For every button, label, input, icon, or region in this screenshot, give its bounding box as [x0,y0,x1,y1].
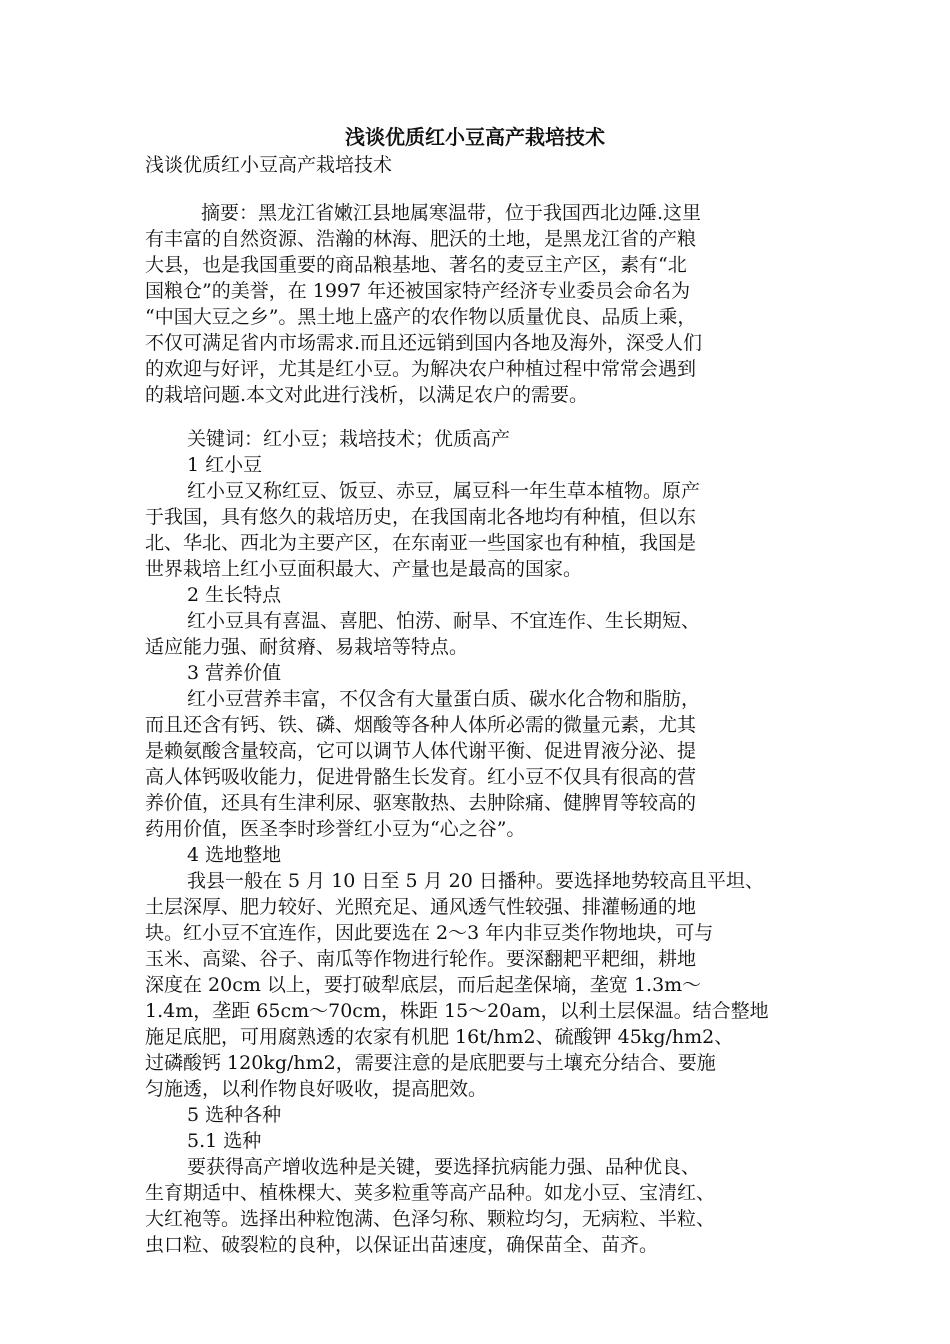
section-heading: 4 选地整地 [187,844,282,866]
document-title: 浅谈优质红小豆高产栽培技术 [345,125,605,149]
paragraph-line: 虫口粒、破裂粒的良种，以保证出苗速度，确保苗全、苗齐。 [145,1234,659,1256]
abstract-line: 有丰富的自然资源、浩瀚的林海、肥沃的土地，是黑龙江省的产粮 [145,228,697,250]
section-heading: 3 营养价值 [187,662,282,684]
abstract-line: 的栽培问题.本文对此进行浅析，以满足农户的需要。 [145,384,589,406]
paragraph-line: 匀施透，以利作物良好吸收，提高肥效。 [145,1078,488,1100]
abstract-line: 大县，也是我国重要的商品粮基地、著名的麦豆主产区，素有“北 [145,254,687,276]
section-heading: 5 选种各种 [187,1104,282,1126]
paragraph-line: 块。红小豆不宜连作，因此要选在 2～3 年内非豆类作物地块，可与 [145,922,714,944]
abstract-line: 的欢迎与好评，尤其是红小豆。为解决农户种植过程中常常会遇到 [145,358,697,380]
subsection-heading: 5.1 选种 [187,1130,262,1152]
abstract-line: 不仅可满足省内市场需求.而且还远销到国内各地及海外，深受人们 [145,332,703,354]
paragraph-line: 于我国，具有悠久的栽培历史，在我国南北各地均有种植，但以东 [145,506,697,528]
paragraph-line: 红小豆营养丰富，不仅含有大量蛋白质、碳水化合物和脂肪， [187,688,701,710]
paragraph-line: 世界栽培上红小豆面积最大、产量也是最高的国家。 [145,558,583,580]
section-heading: 2 生长特点 [187,584,282,606]
paragraph-line: 大红袍等。选择出种粒饱满、色泽匀称、颗粒均匀，无病粒、半粒、 [145,1208,716,1230]
paragraph-line: 而且还含有钙、铁、磷、烟酸等各种人体所必需的微量元素，尤其 [145,714,697,736]
paragraph-line: 药用价值，医圣李时珍誉红小豆为“心之谷”。 [145,818,526,840]
abstract-line: “中国大豆之乡”。黑土地上盛产的农作物以质量优良、品质上乘， [145,306,697,328]
paragraph-line: 土层深厚、肥力较好、光照充足、通风透气性较强、排灌畅通的地 [145,896,697,918]
section-heading: 1 红小豆 [187,454,263,476]
paragraph-line: 北、华北、西北为主要产区，在东南亚一些国家也有种植，我国是 [145,532,697,554]
abstract-line: 国粮仓”的美誉，在 1997 年还被国家特产经济专业委员会命名为 [145,280,691,302]
paragraph-line: 生育期适中、植株棵大、荚多粒重等高产品种。如龙小豆、宝清红、 [145,1182,716,1204]
paragraph-line: 要获得高产增收选种是关键，要选择抗病能力强、品种优良、 [187,1156,701,1178]
paragraph-line: 高人体钙吸收能力，促进骨骼生长发育。红小豆不仅具有很高的营 [145,766,697,788]
paragraph-line: 红小豆又称红豆、饭豆、赤豆，属豆科一年生草本植物。原产 [187,480,701,502]
paragraph-line: 1.4m，垄距 65cm～70cm，株距 15～20am，以利土层保温。结合整地 [145,1000,769,1022]
paragraph-line: 红小豆具有喜温、喜肥、怕涝、耐旱、不宜连作、生长期短、 [187,610,701,632]
subtitle-line: 浅谈优质红小豆高产栽培技术 [145,154,393,176]
paragraph-line: 玉米、高粱、谷子、南瓜等作物进行轮作。要深翻耙平耙细，耕地 [145,948,697,970]
paragraph-line: 我县一般在 5 月 10 日至 5 月 20 日播种。要选择地势较高且平坦、 [187,870,764,892]
paragraph-line: 适应能力强、耐贫瘠、易栽培等特点。 [145,636,469,658]
abstract-line: 摘要：黑龙江省嫩江县地属寒温带，位于我国西北边陲.这里 [201,202,702,224]
paragraph-line: 施足底肥，可用腐熟透的农家有机肥 16t/hm2、硫酸钾 45kg/hm2、 [145,1026,734,1048]
paragraph-line: 过磷酸钙 120kg/hm2，需要注意的是底肥要与土壤充分结合、要施 [145,1052,716,1074]
paragraph-line: 深度在 20cm 以上，要打破犁底层，而后起垄保墒，垄宽 1.3m～ [145,974,702,996]
paragraph-line: 是赖氨酸含量较高，它可以调节人体代谢平衡、促进胃液分泌、提 [145,740,697,762]
keywords-line: 关键词：红小豆；栽培技术；优质高产 [187,428,511,450]
paragraph-line: 养价值，还具有生津利尿、驱寒散热、去肿除痛、健脾胃等较高的 [145,792,697,814]
